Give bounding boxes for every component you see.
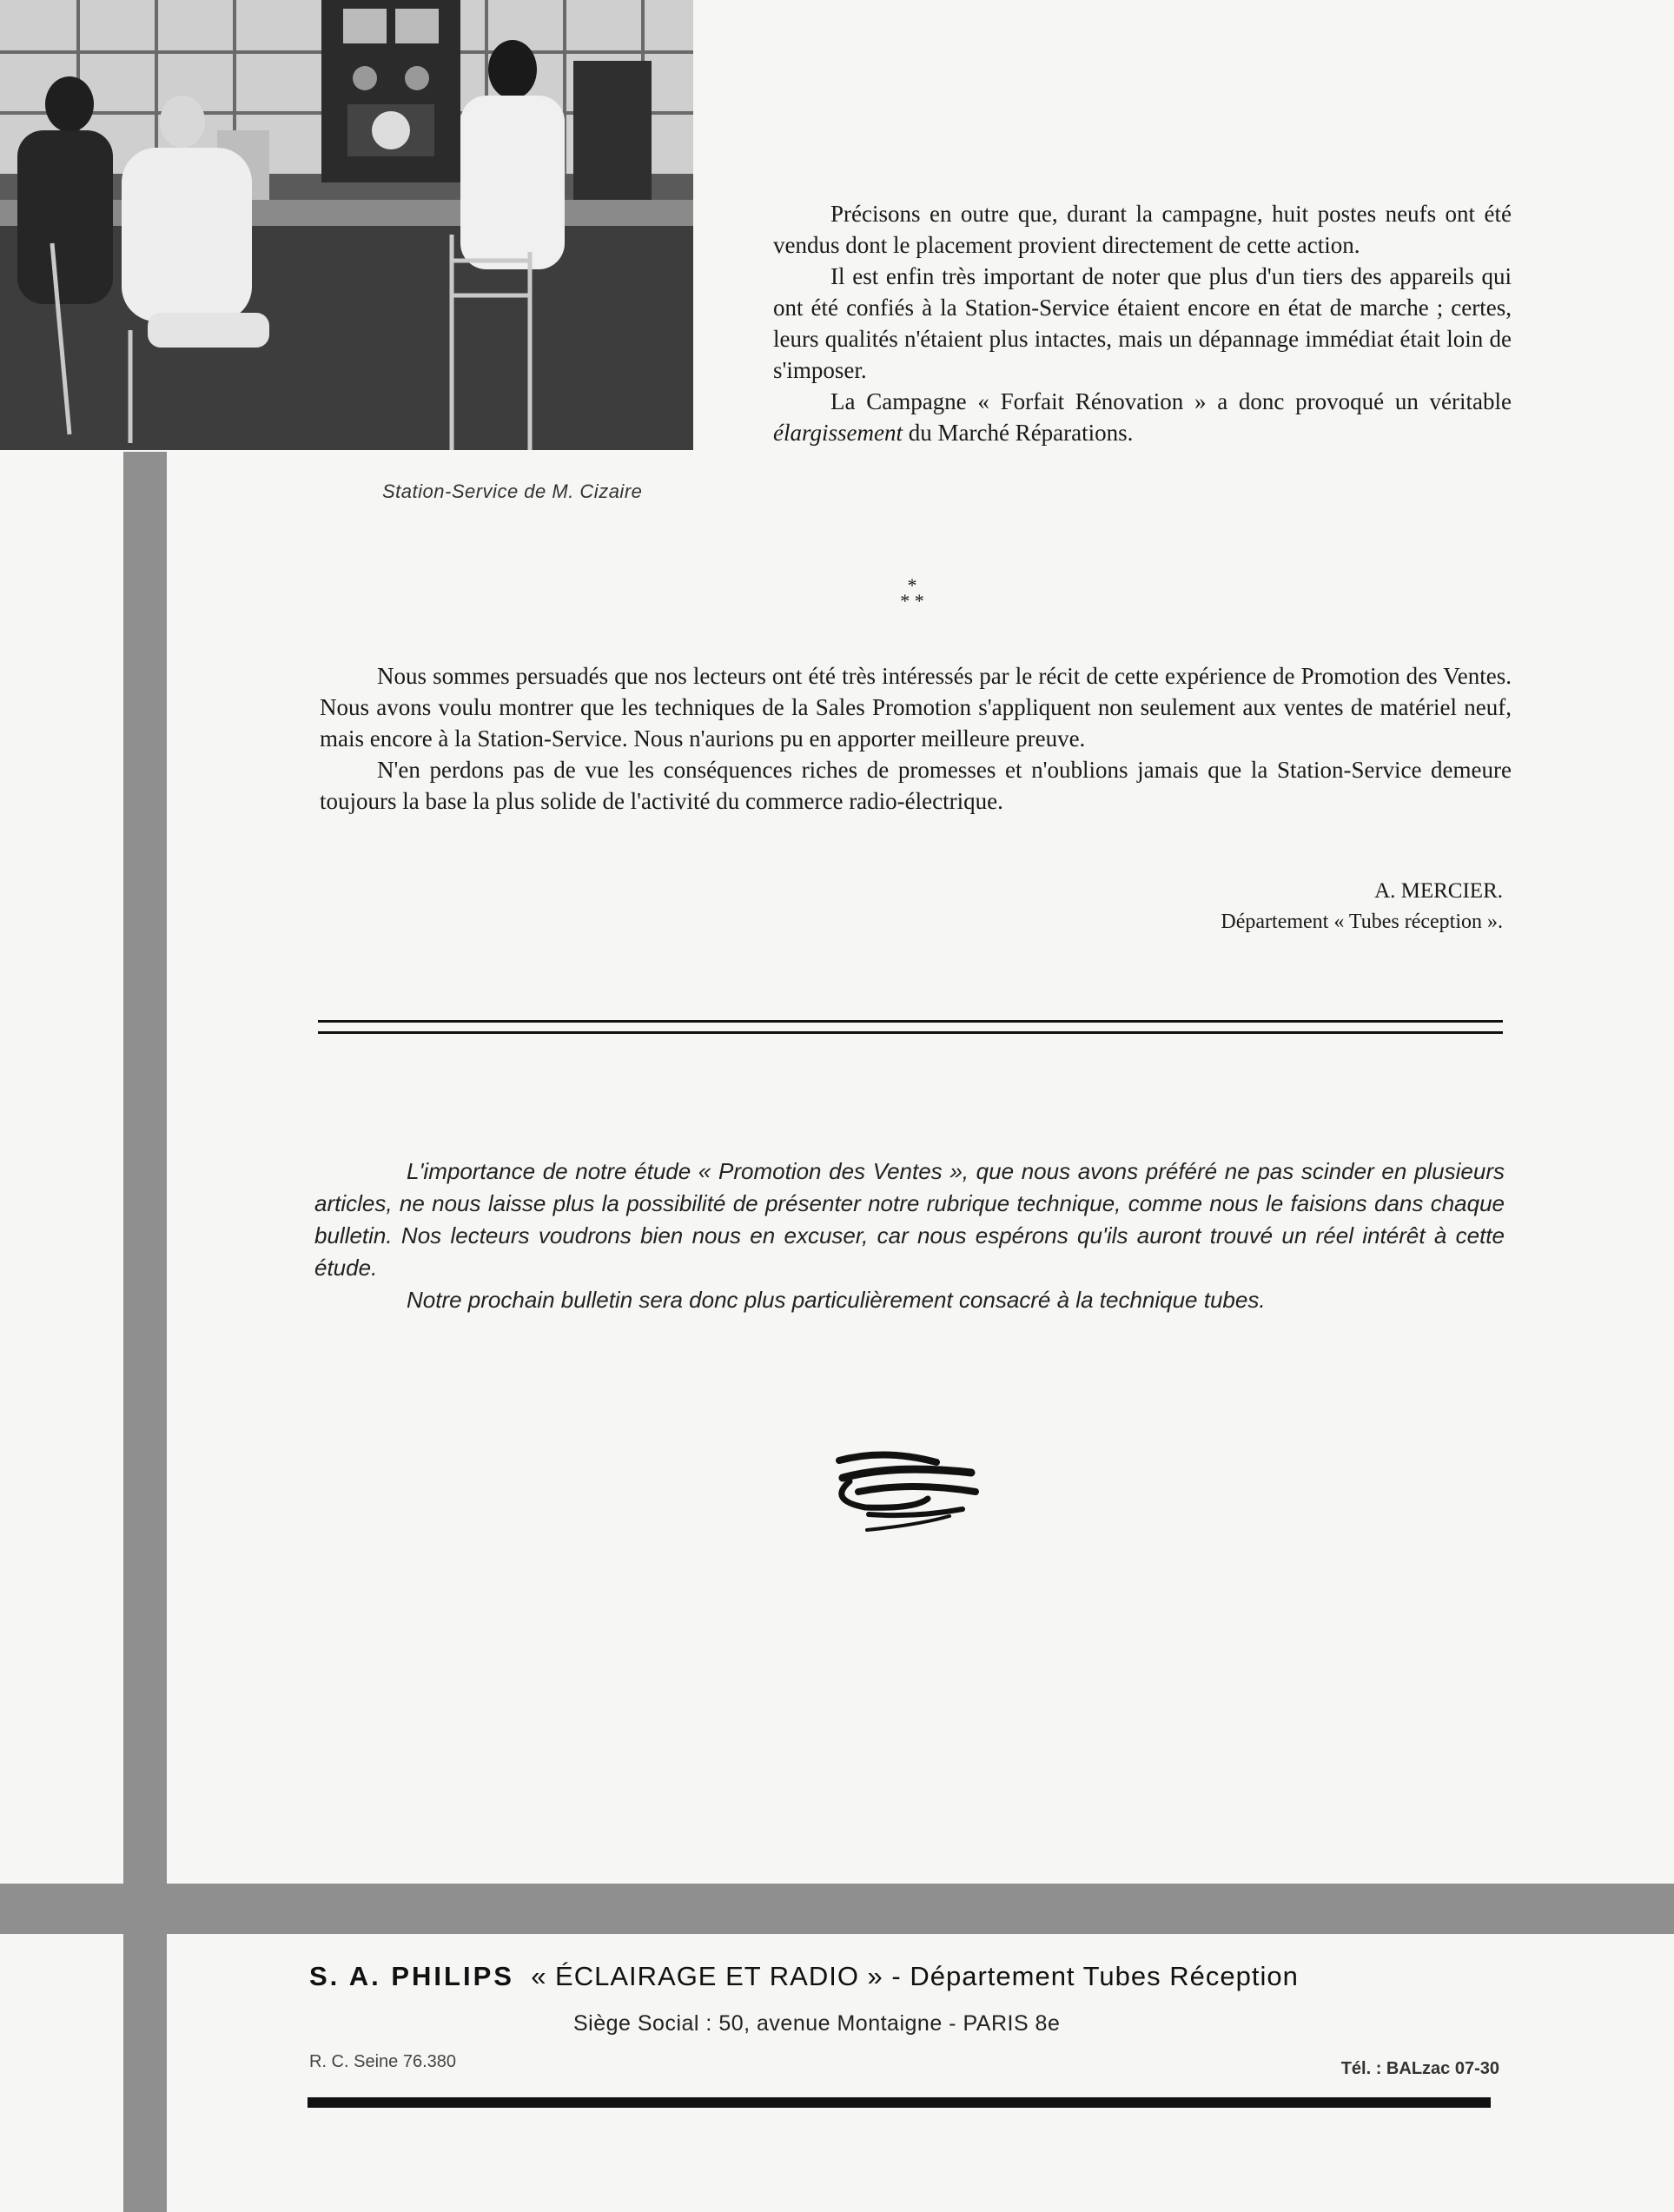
double-rule-top xyxy=(318,1020,1503,1023)
emphasis-text: élargissement xyxy=(773,420,903,446)
paragraph: Il est enfin très important de noter que plus d'un tiers des appareils qui ont été confiés à la Station-Service étaient encore en état de marche ; certes, leurs qualités n'étaient plus intactes, mais un dépannage immédiat était loin de s'imposer. xyxy=(773,263,1512,383)
campaign-results-column xyxy=(773,198,1512,448)
conclusion-text xyxy=(320,660,1512,817)
company-division: « ÉCLAIRAGE ET RADIO » - Département Tubes Réception xyxy=(531,1961,1299,1991)
paragraph: Nous sommes persuadés que nos lecteurs ont été très intéressés par le récit de cette expérience de Promotion des Ventes. Nous avons voulu montrer que les techniques de la Sales Promotion s'appliquent non seulement aux ventes de matériel neuf, mais encore à la Station-Service. Nous n'aurions pu en apporter meilleure preuve. xyxy=(320,663,1512,752)
footer-rule xyxy=(308,2097,1491,2108)
photo-caption: Station-Service de M. Cizaire xyxy=(382,480,643,502)
asterism-separator xyxy=(895,574,930,612)
philips-wave-logo-icon xyxy=(832,1447,980,1542)
registry-number: R. C. Seine 76.380 xyxy=(309,2052,456,2071)
editorial-notice xyxy=(314,1156,1505,1316)
paragraph-text: du Marché Réparations. xyxy=(902,420,1134,446)
asterism-top: * xyxy=(907,574,917,596)
author-department: Département « Tubes réception ». xyxy=(1221,911,1503,933)
double-rule-bottom xyxy=(318,1031,1503,1034)
paragraph: Notre prochain bulletin sera donc plus particulièrement consacré à la technique tubes. xyxy=(407,1287,1266,1313)
paragraph: Précisons en outre que, durant la campagne, huit postes neufs ont été vendus dont le placement provient directement de cette action. xyxy=(773,201,1512,258)
author-signature: A. MERCIER. xyxy=(1374,879,1503,903)
horizontal-grey-bar xyxy=(0,1884,1674,1934)
paragraph-text: La Campagne « Forfait Rénovation » a donc provoqué un véritable xyxy=(830,388,1512,414)
footer-address: Siège Social : 50, avenue Montaigne - PARIS 8e xyxy=(573,2011,1061,2036)
asterism-bottom: * * xyxy=(900,590,924,612)
workshop-photo xyxy=(0,0,693,450)
vertical-grey-bar xyxy=(123,452,167,2212)
company-name: S. A. PHILIPS xyxy=(309,1961,514,1991)
workshop-photo-illustration xyxy=(0,0,693,450)
paragraph xyxy=(773,386,1512,448)
footer-company xyxy=(309,1961,1491,1992)
phone-number: Tél. : BALzac 07-30 xyxy=(1340,2059,1499,2078)
paragraph: L'importance de notre étude « Promotion des Ventes », que nous avons préféré ne pas scinder en plusieurs articles, ne nous laisse plus la possibilité de présenter notre rubrique technique, comme nous le faisions dans chaque bulletin. Nos lecteurs voudrons bien nous en excuser, car nous espérons qu'ils auront trouvé un réel intérêt à cette étude. xyxy=(314,1158,1505,1281)
paragraph: N'en perdons pas de vue les conséquences riches de promesses et n'oublions jamais que la Station-Service demeure toujours la base la plus solide de l'activité du commerce radio-électrique. xyxy=(320,757,1512,814)
